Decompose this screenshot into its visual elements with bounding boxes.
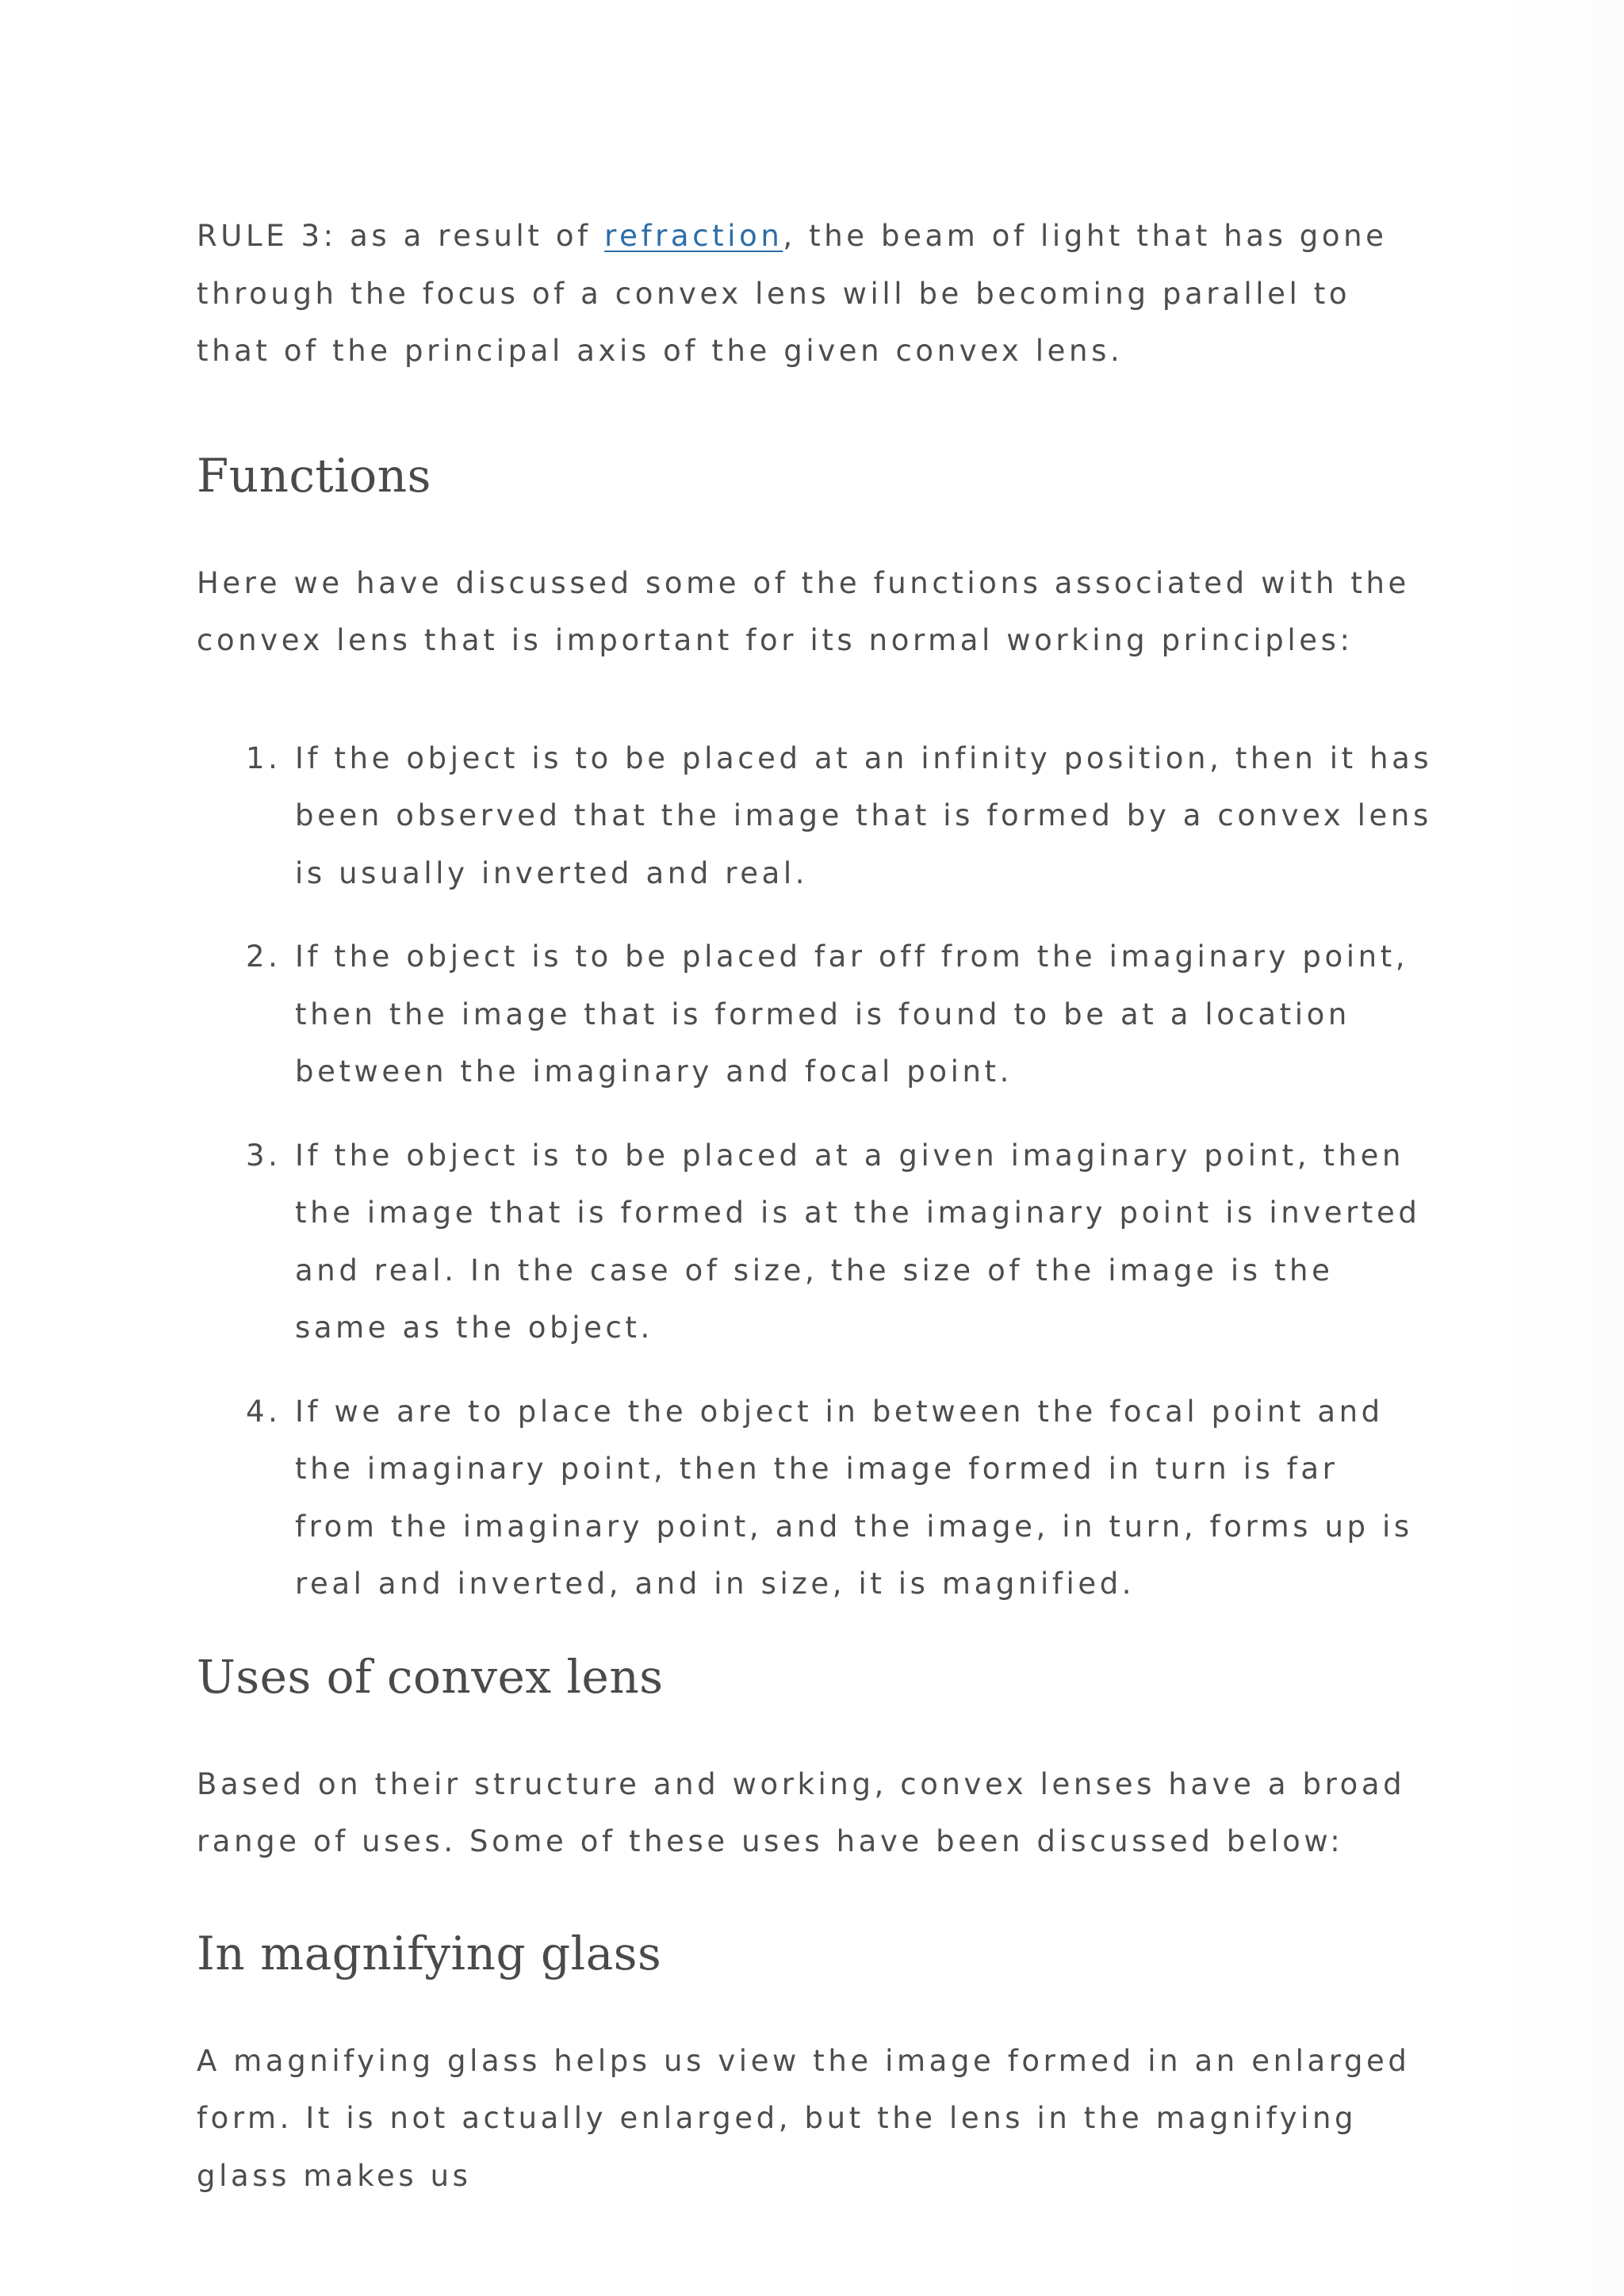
list-item-number: 1. (246, 740, 282, 775)
list-item-text: If the object is to be placed at an infinity position, then it has been observed that the image that is formed by a convex lens is usually inverted and real. (295, 740, 1433, 890)
list-item-number: 3. (246, 1138, 282, 1173)
list-item-number: 2. (246, 939, 282, 974)
uses-intro: Based on their structure and working, convex lenses have a broad range of uses. Some of these uses have been discussed below: (197, 1766, 1406, 1858)
refraction-link[interactable]: refraction (604, 219, 783, 253)
list-item-text: If we are to place the object in between the focal point and the imaginary point, then the image formed in turn is far from the imaginary point, and the image, in turn, forms up is real and inverted, and in size, it is magnified. (295, 1394, 1413, 1601)
article-content (197, 208, 1434, 2205)
functions-heading: Functions (197, 448, 431, 503)
functions-list (197, 730, 1434, 1613)
rule-3-paragraph (197, 208, 1434, 381)
list-item-number: 4. (246, 1394, 282, 1429)
magnifying-glass-heading: In magnifying glass (197, 1926, 662, 1980)
list-item (197, 928, 1434, 1101)
list-item-text: If the object is to be placed at a given imaginary point, then the image that is formed is at the imaginary point is inverted and real. In the case of size, the size of the image is the same as the object. (295, 1138, 1421, 1345)
rule-3-text-start: RULE 3: as a result of (197, 219, 605, 253)
uses-heading: Uses of convex lens (197, 1649, 664, 1704)
list-item (197, 730, 1434, 903)
functions-intro: Here we have discussed some of the functions associated with the convex lens that is important for its normal working principles: (197, 565, 1410, 657)
list-item (197, 1383, 1434, 1613)
rule-3-text-end: , the beam of light that has gone through the focus of a convex lens will be becoming parallel to that of the principal axis of the given convex lens. (197, 219, 1388, 368)
magnifying-glass-paragraph: A magnifying glass helps us view the image formed in an enlarged form. It is not actually enlarged, but the lens in the magnifying glass makes us (197, 2043, 1411, 2193)
list-item-text: If the object is to be placed far off from the imaginary point, then the image that is formed is found to be at a location between the imaginary and focal point. (295, 939, 1409, 1089)
list-item (197, 1127, 1434, 1357)
